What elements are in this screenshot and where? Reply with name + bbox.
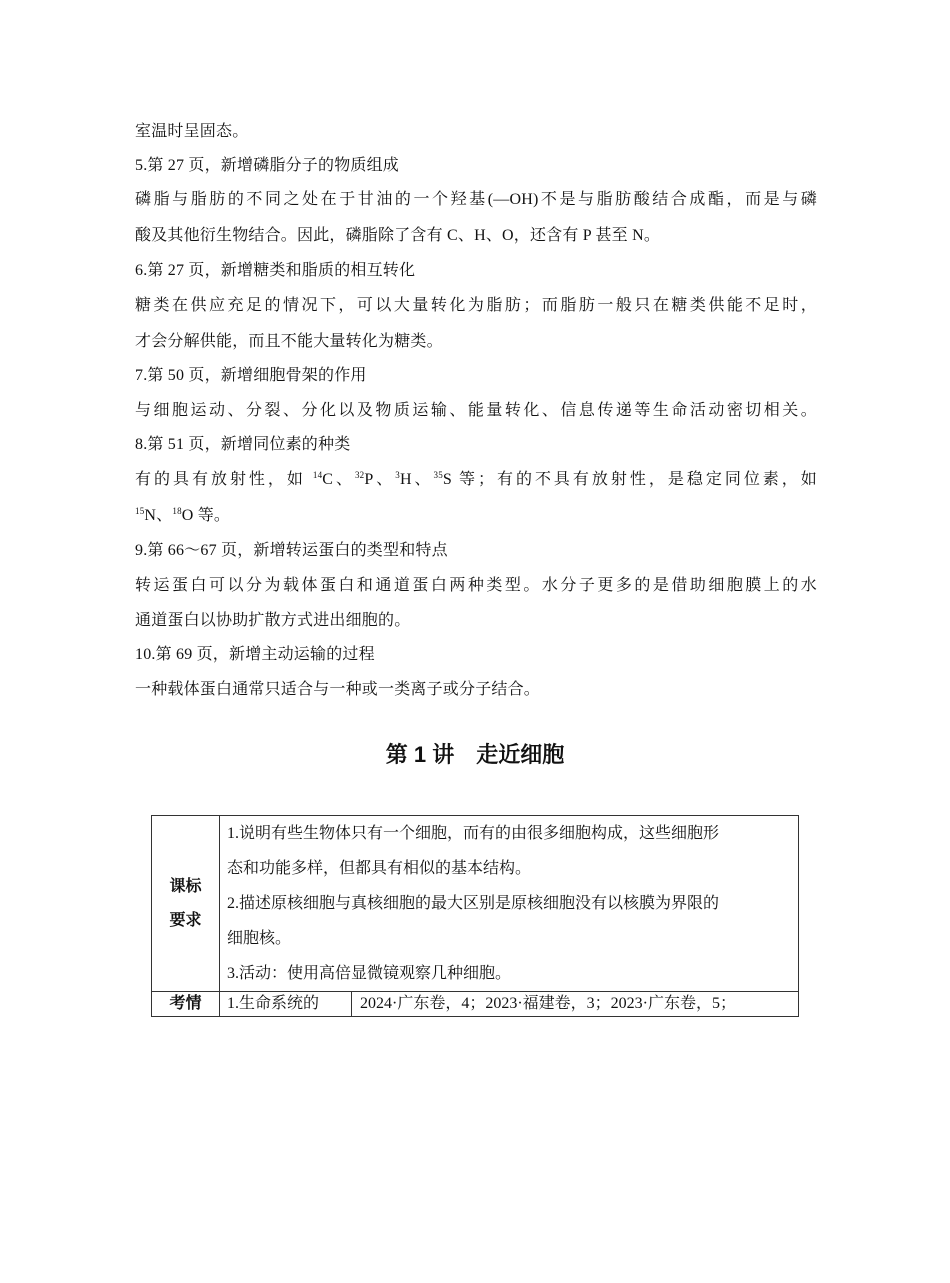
lecture-number: 第 1 讲 (385, 742, 455, 767)
cell-line: 3.活动：使用高倍显微镜观察几种细胞。 (227, 965, 512, 982)
text-line: 才会分解供能，而且不能大量转化为糖类。 (135, 333, 443, 350)
text-line: 通道蛋白以协助扩散方式进出细胞的。 (135, 612, 411, 629)
text-span: H、 (399, 471, 434, 488)
exam-topic-cell: 1.生命系统的 (220, 992, 352, 1017)
requirements-table (151, 815, 799, 1017)
curriculum-requirements-cell (220, 816, 799, 992)
cell-line: 细胞核。 (227, 930, 292, 947)
section-heading-10: 10.第 69 页，新增主动运输的过程 (135, 646, 375, 663)
text-span: C、 (322, 471, 355, 488)
lecture-title (0, 738, 950, 769)
superscript: 35 (433, 470, 443, 480)
table-row (152, 816, 799, 992)
text-line: 转运蛋白可以分为载体蛋白和通道蛋白两种类型。水分子更多的是借助细胞膜上的水 (135, 577, 817, 594)
superscript: 14 (312, 470, 323, 480)
text-line: 磷脂与脂肪的不同之处在于甘油的一个羟基(—OH)不是与脂肪酸结合成酯，而是与磷 (135, 191, 817, 208)
section-heading-8: 8.第 51 页，新增同位素的种类 (135, 436, 351, 453)
text-span: P、 (364, 471, 396, 488)
text-span: S 等；有的不具有放射性，是稳定同位素，如 (442, 471, 817, 488)
cell-line: 态和功能多样，但都具有相似的基本结构。 (227, 860, 532, 877)
superscript: 32 (354, 470, 365, 480)
text-line: 室温时呈固态。 (135, 123, 249, 140)
superscript: 15 (135, 506, 145, 516)
text-line-isotopes-cont (135, 506, 817, 526)
section-heading-5: 5.第 27 页，新增磷脂分子的物质组成 (135, 157, 400, 174)
text-line: 酸及其他衍生物结合。因此，磷脂除了含有 C、H、O，还含有 P 甚至 N。 (135, 227, 661, 244)
section-heading-7: 7.第 50 页，新增细胞骨架的作用 (135, 367, 367, 384)
text-line: 糖类在供应充足的情况下，可以大量转化为脂肪；而脂肪一般只在糖类供能不足时， (135, 297, 817, 314)
text-span: N、 (144, 507, 173, 524)
text-line-isotopes (135, 470, 817, 490)
section-heading-6: 6.第 27 页，新增糖类和脂质的相互转化 (135, 262, 416, 279)
cell-line: 1.说明有些生物体只有一个细胞，而有的由很多细胞构成，这些细胞形 (227, 825, 720, 842)
text-span: O 等。 (181, 507, 231, 524)
header-text: 课标 (169, 877, 202, 895)
row-header-exam: 考情 (152, 992, 220, 1017)
section-heading-9: 9.第 66～67 页，新增转运蛋白的类型和特点 (135, 542, 448, 559)
cell-line: 2.描述原核细胞与真核细胞的最大区别是原核细胞没有以核膜为界限的 (227, 895, 720, 912)
table-row (152, 992, 799, 1017)
text-line: 一种载体蛋白通常只适合与一种或一类离子或分子结合。 (135, 681, 541, 698)
text-line: 与细胞运动、分裂、分化以及物质运输、能量转化、信息传递等生命活动密切相关。 (135, 402, 817, 419)
row-header-curriculum (152, 816, 220, 992)
exam-sources-cell: 2024·广东卷，4；2023·福建卷，3；2023·广东卷，5； (352, 992, 799, 1017)
superscript: 3 (395, 470, 400, 480)
header-text: 要求 (169, 911, 202, 929)
superscript: 18 (172, 506, 182, 516)
lecture-name: 走近细胞 (476, 742, 565, 767)
text-span: 有的具有放射性，如 (135, 471, 313, 488)
